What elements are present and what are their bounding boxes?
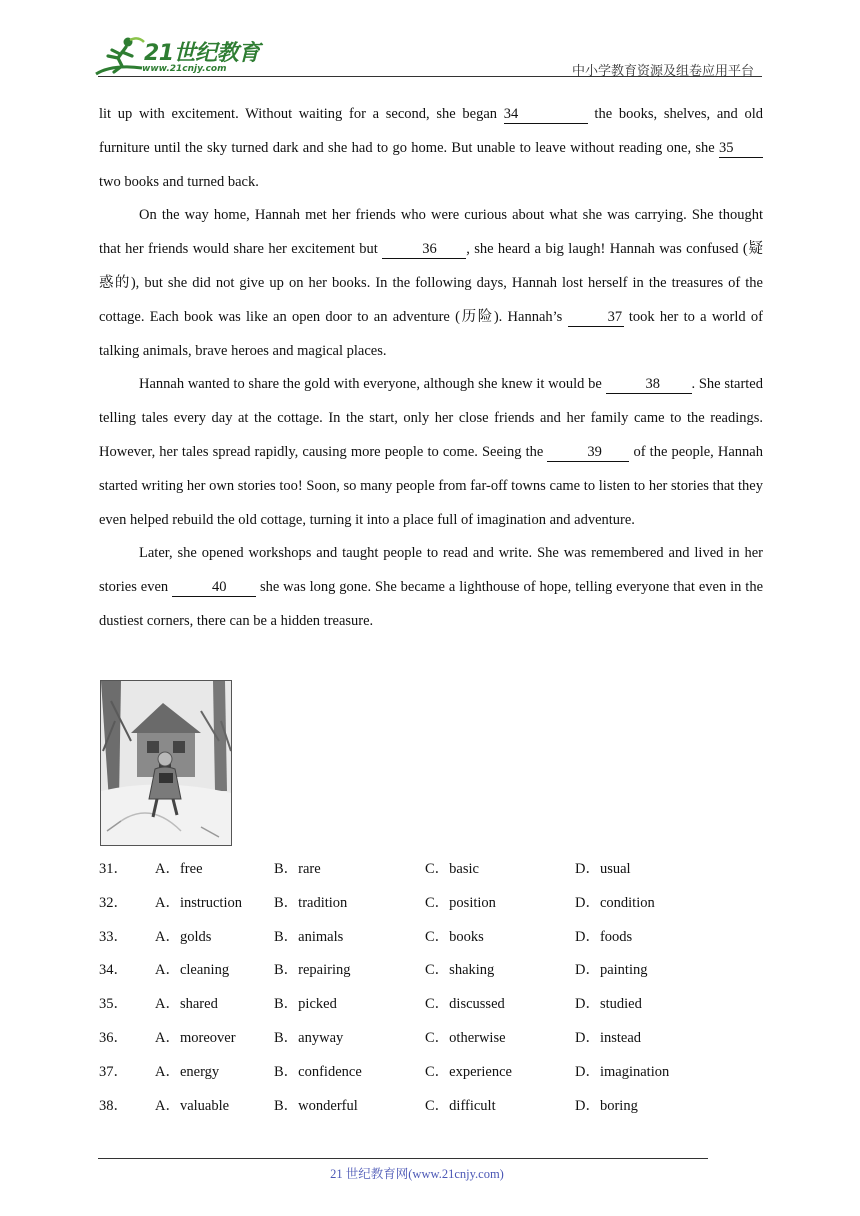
option-a: A．energy <box>155 1063 220 1080</box>
option-d: D．boring <box>575 1097 638 1114</box>
footer-text: 21 世纪教育网(www.21cnjy.com) <box>330 1167 504 1181</box>
paragraph-text: Hannah wanted to share the gold with everyone, although she knew it would be <box>139 376 606 393</box>
option-c: C．basic <box>425 861 479 877</box>
option-a: A．cleaning <box>155 962 230 979</box>
paragraph-4 <box>99 537 763 638</box>
question-row <box>99 988 719 1022</box>
option-d: D．studied <box>575 996 642 1013</box>
paragraph-1 <box>99 98 763 199</box>
paragraph-text: . She started telling tales every day at the cottage. In the start, only her close friends and her family came to the readings. However, her tales spread rapidly, causing more people to come. Seeing the <box>99 376 763 460</box>
question-row <box>99 1056 719 1090</box>
option-a: A．instruction <box>155 894 242 911</box>
blank-34: 34 <box>504 105 588 124</box>
question-row <box>99 954 719 988</box>
option-d: D．usual <box>575 861 631 877</box>
question-row <box>99 853 719 887</box>
story-illustration <box>100 680 232 846</box>
page-footer <box>0 1164 860 1182</box>
option-b: B．animals <box>274 928 344 945</box>
question-number: 37． <box>99 1063 128 1080</box>
option-b: B．wonderful <box>274 1097 358 1114</box>
question-number: 35． <box>99 996 128 1013</box>
blank-37: 37 <box>568 308 624 327</box>
paragraph-text: the books, shelves, and old furniture until the sky turned dark and she had to go home. But unable to leave without reading one, she <box>99 106 764 156</box>
option-a: A．moreover <box>155 1029 236 1046</box>
option-b: B．rare <box>274 861 321 877</box>
option-a: A．golds <box>155 928 212 945</box>
blank-40: 40 <box>172 578 256 597</box>
option-c: C．books <box>425 928 484 945</box>
question-number: 34． <box>99 962 128 979</box>
option-c: C．difficult <box>425 1097 496 1114</box>
option-b: B．confidence <box>274 1063 362 1080</box>
blank-35: 35 <box>719 139 763 158</box>
question-row <box>99 1022 719 1056</box>
question-row <box>99 887 719 921</box>
question-number: 33． <box>99 928 128 945</box>
question-row <box>99 921 719 955</box>
paragraph-text: lit up with excitement. Without waiting for a second, she began <box>99 106 504 122</box>
header-divider <box>98 76 762 77</box>
paragraph-text: On the way home, Hannah met her friends who were curious about what she was carrying. She thought that her friends would share her excitement but <box>99 207 763 258</box>
option-c: C．otherwise <box>425 1029 506 1046</box>
option-b: B．tradition <box>274 894 348 911</box>
passage <box>99 98 763 639</box>
option-d: D．imagination <box>575 1063 670 1080</box>
question-number: 38． <box>99 1097 128 1114</box>
option-d: D．instead <box>575 1029 642 1046</box>
logo-text: 21世纪教育 <box>144 41 260 66</box>
page-header <box>0 0 860 80</box>
blank-38: 38 <box>606 375 692 394</box>
option-a: A．valuable <box>155 1097 230 1114</box>
option-b: B．picked <box>274 996 337 1013</box>
option-c: C．experience <box>425 1063 512 1080</box>
option-c: C．discussed <box>425 996 505 1013</box>
option-d: D．condition <box>575 894 655 911</box>
header-platform-text: 中小学教育资源及组卷应用平台 <box>571 64 754 79</box>
logo-url: www.21cnjy.com <box>142 64 227 74</box>
paragraph-text: two books and turned back. <box>99 173 259 190</box>
option-d: D．painting <box>575 962 648 979</box>
blank-36: 36 <box>382 240 466 259</box>
option-a: A．shared <box>155 996 218 1013</box>
option-b: B．repairing <box>274 962 351 979</box>
logo <box>92 34 262 78</box>
option-d: D．foods <box>575 928 633 945</box>
question-number: 31． <box>99 861 128 877</box>
option-a: A．free <box>155 861 203 877</box>
paragraph-2 <box>99 199 763 368</box>
option-b: B．anyway <box>274 1029 344 1046</box>
question-number: 36． <box>99 1029 128 1046</box>
option-c: C．shaking <box>425 962 495 979</box>
question-number: 32． <box>99 894 128 911</box>
paragraph-text: , she heard a big laugh! Hannah was confused (疑惑的), but she did not give up on her books. In the following days, Hannah lost herself in the treasures of the cottage. Each book was like an open door to an adventure (历险). Hannah’s <box>99 241 763 325</box>
question-row <box>99 1090 719 1124</box>
cottage-girl-illustration-icon <box>101 681 231 845</box>
question-options <box>99 853 719 1123</box>
footer-divider <box>98 1158 708 1159</box>
paragraph-text: of the people, Hannah started writing her own stories too! Soon, so many people from far-off towns came to listen to her stories that they even helped rebuild the old cottage, turning it into a place full of imagination and adventure. <box>99 443 763 528</box>
paragraph-text: took her to a world of talking animals, brave heroes and magical places. <box>99 308 763 359</box>
paragraph-text: she was long gone. She became a lighthouse of hope, telling everyone that even in the dustiest corners, there can be a hidden treasure. <box>99 579 764 629</box>
option-c: C．position <box>425 894 496 911</box>
paragraph-3 <box>99 368 763 537</box>
paragraph-text: Later, she opened workshops and taught people to read and write. She was remembered and lived in her stories even <box>99 545 763 596</box>
blank-39: 39 <box>547 443 629 462</box>
